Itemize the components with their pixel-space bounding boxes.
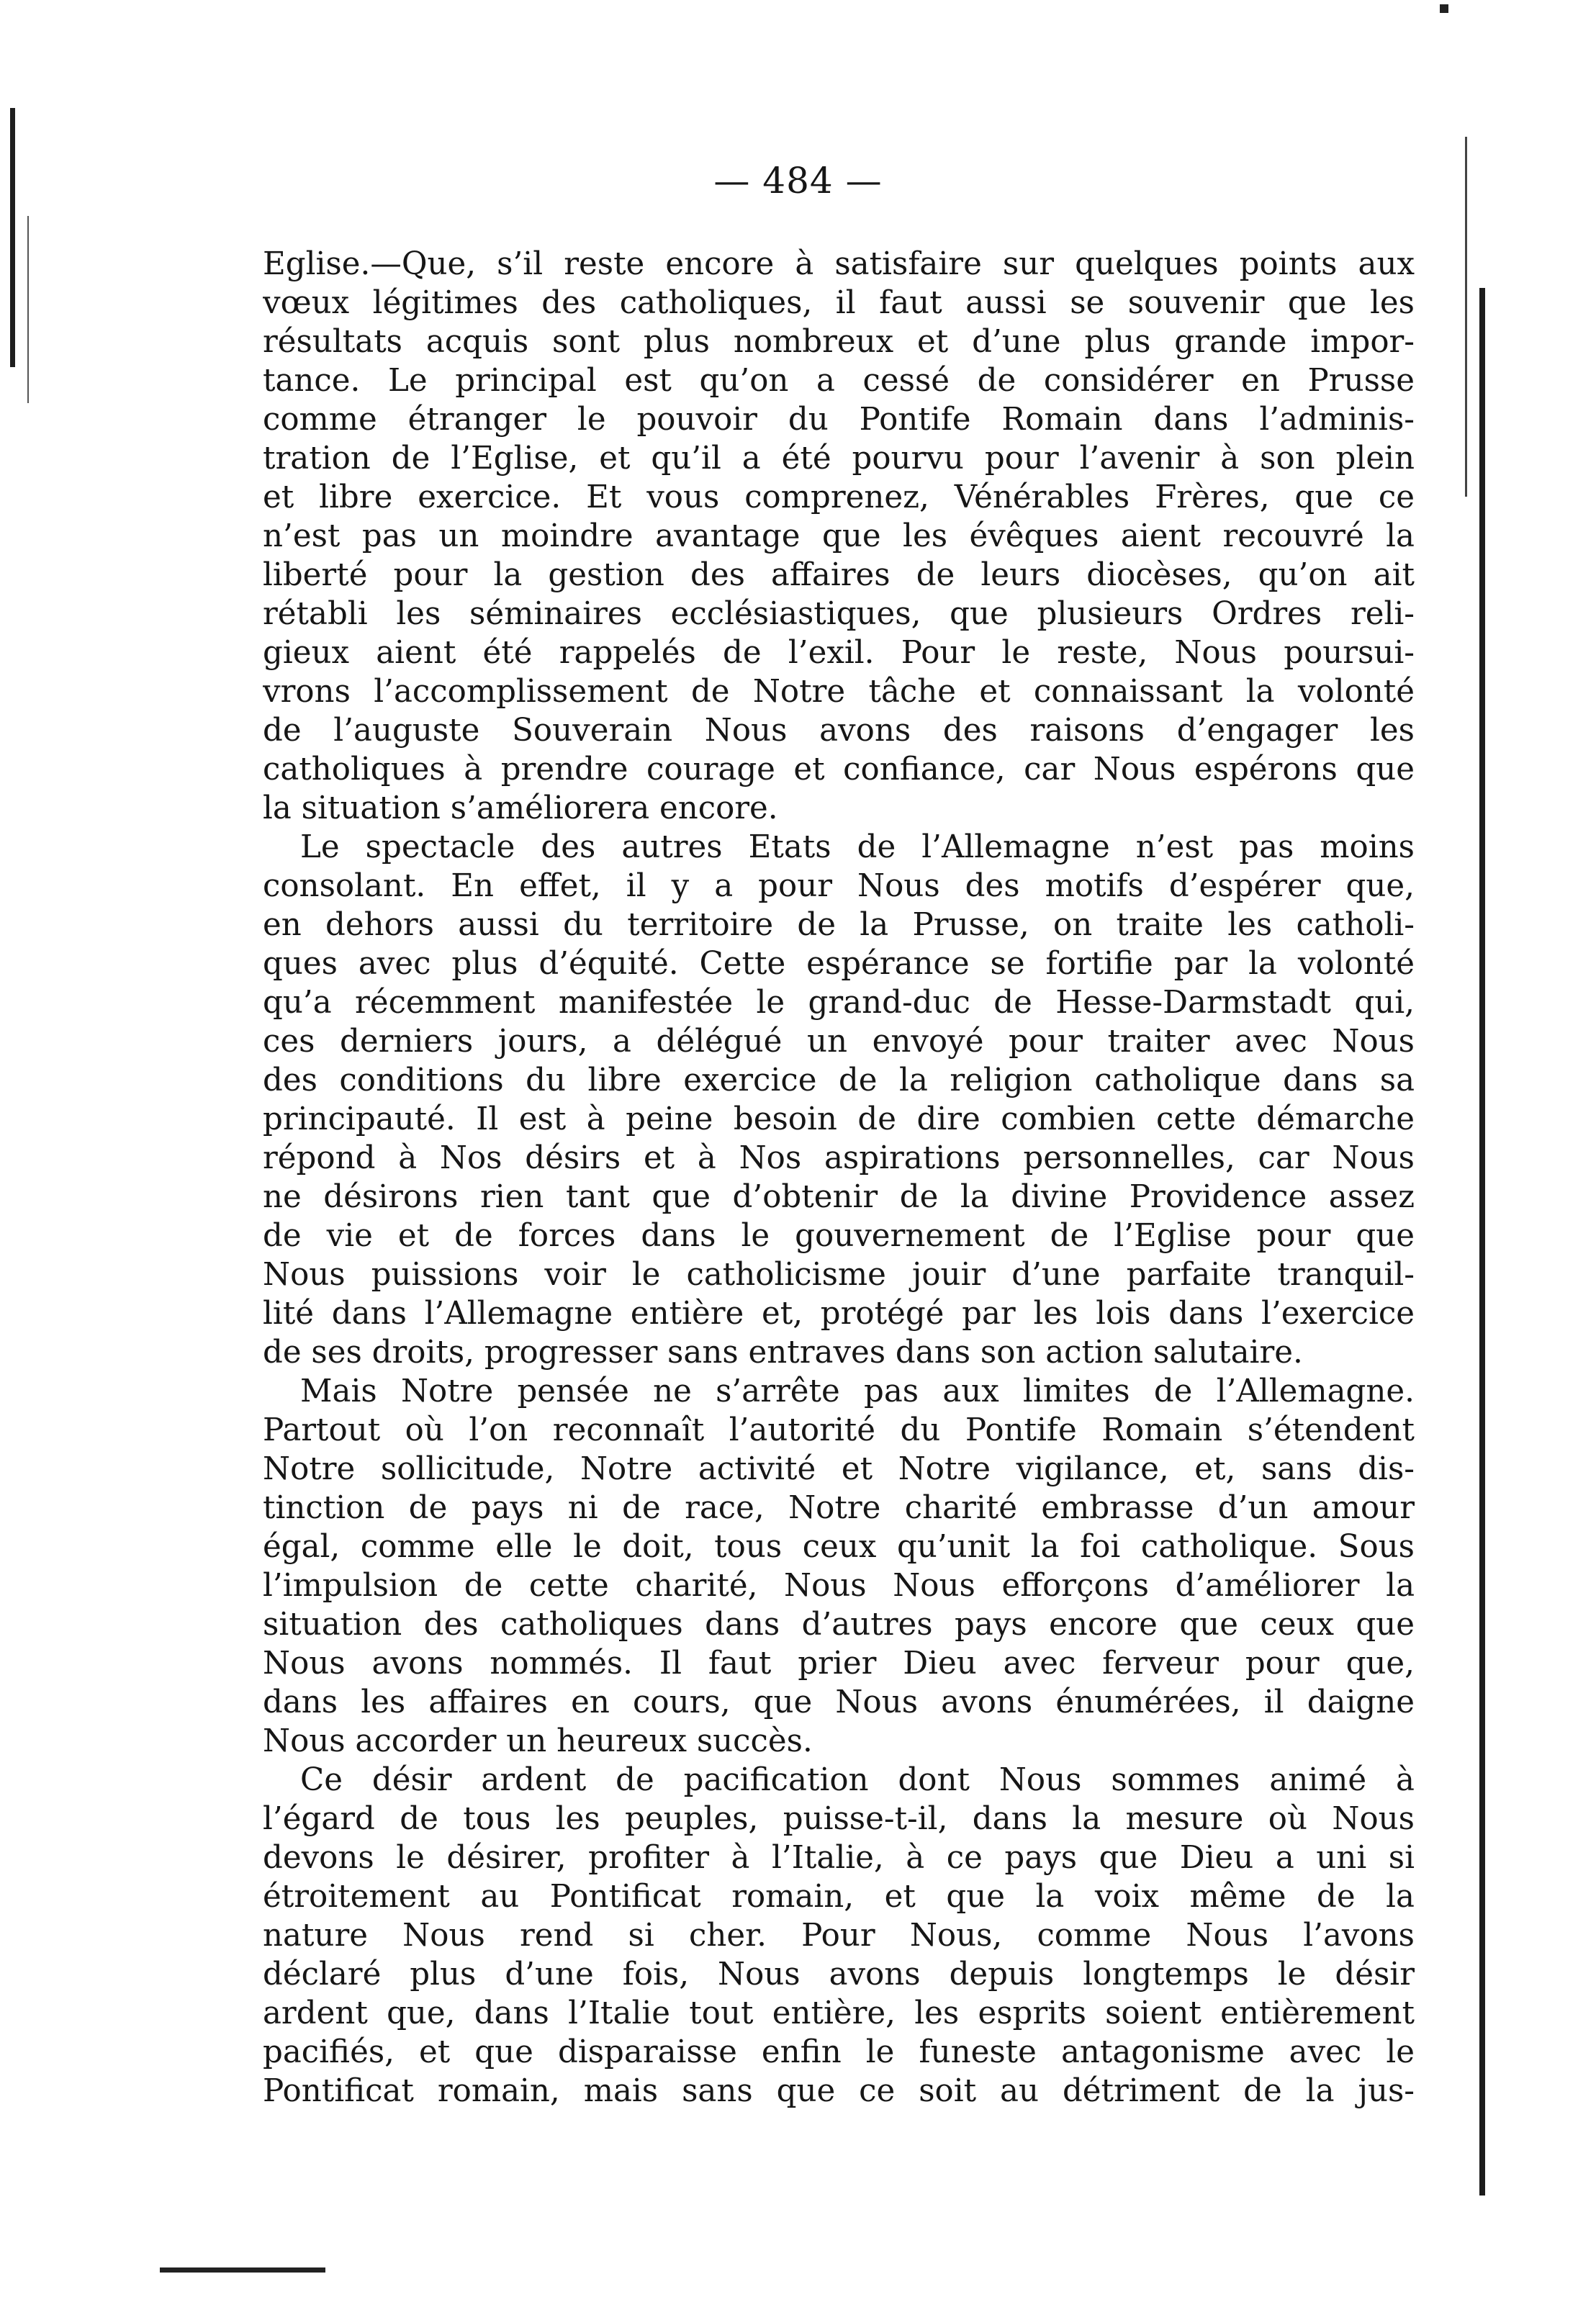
text-line: Partout où l’on reconnaît l’autorité du Pontife Romain s’étendent [263, 1412, 1415, 1448]
text-line: situation des catholiques dans d’autres pays encore que ceux que [263, 1607, 1415, 1643]
page-number: — 484 — [713, 160, 883, 202]
text-line: ques avec plus d’équité. Cette espérance se fortifie par la volonté [263, 946, 1415, 982]
text-line: l’impulsion de cette charité, Nous Nous efforçons d’améliorer la [263, 1568, 1415, 1604]
text-line: en dehors aussi du territoire de la Prusse, on traite les catholi- [263, 907, 1415, 943]
text-line: rétabli les séminaires ecclésiastiques, que plusieurs Ordres reli- [263, 596, 1415, 632]
text-line: principauté. Il est à peine besoin de dire combien cette démarche [263, 1101, 1415, 1137]
text-line: de ses droits, progresser sans entraves dans son action salutaire. [263, 1335, 1303, 1371]
scan-edge-left [10, 108, 15, 367]
text-line: nature Nous rend si cher. Pour Nous, comme Nous l’avons [263, 1918, 1415, 1954]
text-line: des conditions du libre exercice de la religion catholique dans sa [263, 1062, 1415, 1098]
text-line: liberté pour la gestion des affaires de leurs diocèses, qu’on ait [263, 557, 1415, 593]
text-line: Pontificat romain, mais sans que ce soit au détriment de la jus- [263, 2073, 1415, 2109]
paragraph-1 [263, 245, 1415, 828]
text-line: égal, comme elle le doit, tous ceux qu’unit la foi catholique. Sous [263, 1529, 1415, 1565]
text-line: Ce désir ardent de pacification dont Nous sommes animé à [300, 1762, 1415, 1798]
paragraph-2 [263, 828, 1415, 1372]
text-line: tinction de pays ni de race, Notre charité embrasse d’un amour [263, 1490, 1415, 1526]
scan-speck [1440, 4, 1448, 13]
text-line: n’est pas un moindre avantage que les évêques aient recouvré la [263, 518, 1415, 554]
text-line: Nous accorder un heureux succès. [263, 1723, 813, 1759]
text-line: vrons l’accomplissement de Notre tâche et connaissant la volonté [263, 674, 1415, 710]
paragraph-3 [263, 1372, 1415, 1761]
text-line: résultats acquis sont plus nombreux et d’une plus grande impor- [263, 324, 1415, 360]
text-line: gieux aient été rappelés de l’exil. Pour le reste, Nous poursui- [263, 635, 1415, 671]
text-line: Notre sollicitude, Notre activité et Notre vigilance, et, sans dis- [263, 1451, 1415, 1487]
text-line: Nous puissions voir le catholicisme jouir d’une parfaite tranquil- [263, 1257, 1415, 1293]
body-text [263, 245, 1415, 2111]
text-line: devons le désirer, profiter à l’Italie, à ce pays que Dieu a uni si [263, 1840, 1415, 1876]
text-line: répond à Nos désirs et à Nos aspirations personnelles, car Nous [263, 1140, 1415, 1176]
text-line: ces derniers jours, a délégué un envoyé pour traiter avec Nous [263, 1024, 1415, 1060]
text-line: Mais Notre pensée ne s’arrête pas aux limites de l’Allemagne. [300, 1373, 1415, 1409]
text-line: consolant. En effet, il y a pour Nous des motifs d’espérer que, [263, 868, 1415, 904]
scan-edge-right [1479, 288, 1485, 2196]
text-line: l’égard de tous les peuples, puisse-t-il, dans la mesure où Nous [263, 1801, 1415, 1837]
scan-edge-bottom [160, 2267, 325, 2273]
text-line: Eglise.—Que, s’il reste encore à satisfaire sur quelques points aux [263, 246, 1415, 282]
text-line: ardent que, dans l’Italie tout entière, les esprits soient entièrement [263, 1995, 1415, 2031]
text-line: catholiques à prendre courage et confiance, car Nous espérons que [263, 752, 1415, 788]
text-line: de vie et de forces dans le gouvernement de l’Eglise pour que [263, 1218, 1415, 1254]
text-line: qu’a récemment manifestée le grand-duc de Hesse-Darmstadt qui, [263, 985, 1415, 1021]
scan-edge-left-thin [27, 216, 29, 403]
text-line: Le spectacle des autres Etats de l’Allemagne n’est pas moins [300, 829, 1415, 865]
text-line: comme étranger le pouvoir du Pontife Romain dans l’adminis- [263, 402, 1415, 438]
text-line: ne désirons rien tant que d’obtenir de la divine Providence assez [263, 1179, 1415, 1215]
text-line: pacifiés, et que disparaisse enfin le funeste antagonisme avec le [263, 2034, 1415, 2070]
text-line: tration de l’Eglise, et qu’il a été pourvu pour l’avenir à son plein [263, 441, 1415, 477]
text-line: de l’auguste Souverain Nous avons des raisons d’engager les [263, 713, 1415, 749]
text-line: Nous avons nommés. Il faut prier Dieu avec ferveur pour que, [263, 1646, 1415, 1682]
text-line: déclaré plus d’une fois, Nous avons depuis longtemps le désir [263, 1957, 1415, 1993]
text-line: tance. Le principal est qu’on a cessé de considérer en Prusse [263, 363, 1415, 399]
text-line: dans les affaires en cours, que Nous avons énumérées, il daigne [263, 1684, 1415, 1720]
text-line: et libre exercice. Et vous comprenez, Vénérables Frères, que ce [263, 479, 1415, 515]
text-line: vœux légitimes des catholiques, il faut aussi se souvenir que les [263, 285, 1415, 321]
text-line: la situation s’améliorera encore. [263, 790, 778, 826]
text-line: lité dans l’Allemagne entière et, protégé par les lois dans l’exercice [263, 1296, 1415, 1332]
text-line: étroitement au Pontificat romain, et que la voix même de la [263, 1879, 1415, 1915]
paragraph-4 [263, 1761, 1415, 2111]
